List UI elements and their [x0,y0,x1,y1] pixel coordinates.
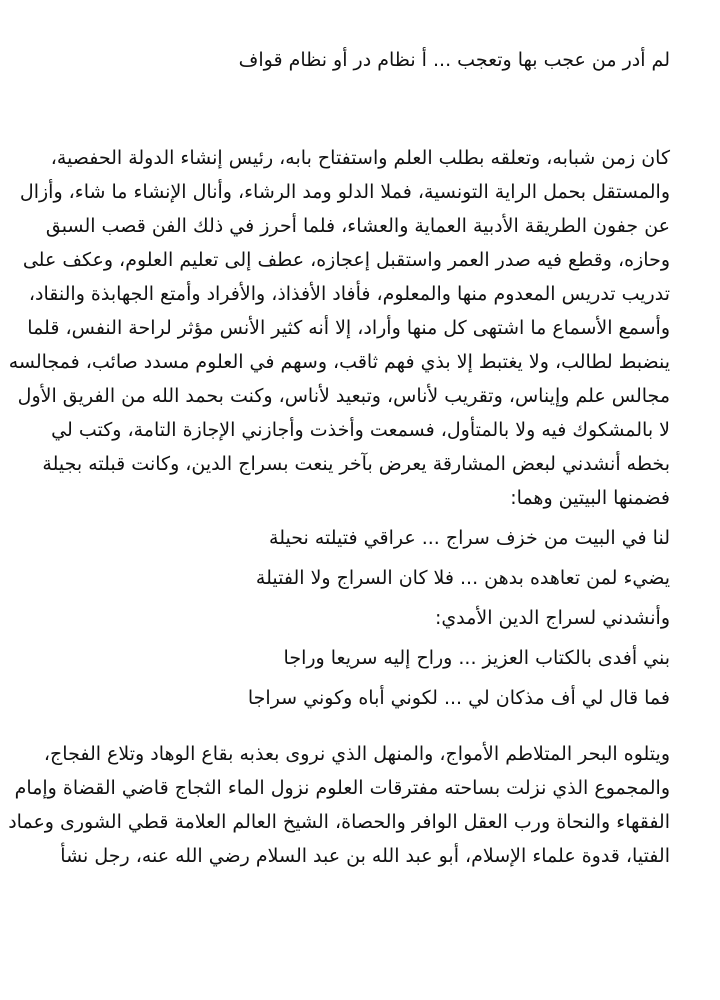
verse-line: يضيء لمن تعاهده بدهن ... فلا كان السراج ولا الفتيلة [255,567,670,589]
paragraph-1-line: وحازه، وقطع فيه صدر العمر واستقبل إعجازه، عطف إلى تعليم العلوم، وعكف على [22,249,670,271]
verse-line: فما قال لي أف مذكان لي ... لكوني أباه وكوني سراجا [247,687,670,709]
paragraph-2-last-line: الفتيا، قدوة علماء الإسلام، أبو عبد الله بن عبد السلام رضي الله عنه، رجل نشأ [60,845,670,867]
paragraph-1-line: والمستقل بحمل الراية التونسية، فملا الدلو ومد الرشاء، وأنال الإنشاء ما شاء، وأزال [19,181,670,203]
paragraph-1-last-line: فضمنها البيتين وهما: [510,487,670,509]
paragraph-1-line: عن جفون الطريقة الأدبية العماية والعشاء، فلما أحرز في ذلك الفن قصب السبق [45,215,670,237]
header-verse-line: لم أدر من عجب بها وتعجب ... أ نظام در أو نظام قواف [238,49,670,71]
verse-line: لنا في البيت من خزف سراج ... عراقي فتيلته نحيلة [269,527,670,549]
paragraph-1-line: وأسمع الأسماع ما اشتهى كل منها وأراد، إلا أنه كثير الأنس مؤثر لراحة النفس، قلما [27,317,670,339]
paragraph-1-line: ينضبط لطالب، ولا يغتبط إلا بذي فهم ثاقب، وسهم في العلوم مسدد صائب، فمجالسه [8,351,670,373]
paragraph-2-line: والمجموع الذي نزلت بساحته مفترقات العلوم نزول الماء الثجاج قاضي القضاة وإمام [14,777,670,799]
paragraph-2-line: الفقهاء والنحاة ورب العقل الوافر والحصاة، الشيخ العالم العلامة قطي الشورى وعماد [8,811,670,833]
paragraph-1-line: مجالس علم وإيناس، وتقريب لأناس، وتبعيد لأناس، وكنت بحمد الله من الفريق الأول [17,385,670,407]
paragraph-1-line: بخطه أنشدني لبعض المشارقة يعرض بآخر ينعت بسراج الدين، وكانت قبلته بجيلة [42,453,670,475]
paragraph-1-line: كان زمن شبابه، وتعلقه بطلب العلم واستفتاح بابه، رئيس إنشاء الدولة الحفصية، [50,147,670,169]
paragraph-2-line: ويتلوه البحر المتلاطم الأمواج، والمنهل الذي نروى بعذبه بقاع الوهاد وتلاع الفجاج، [43,743,670,765]
paragraph-1-line: لا بالمشكوك فيه ولا بالمتأول، فسمعت وأخذت وأجازني الإجازة التامة، وكتب لي [51,419,670,441]
verse-line: بني أفدى بالكتاب العزيز ... وراح إليه سريعا وراجا [283,647,670,669]
verse-intro-line: وأنشدني لسراج الدين الأمدي: [434,607,670,629]
paragraph-1-line: تدريب تدريس المعدوم منها والمعلوم، فأفاد الأفذاذ، والأفراد وأمتع الجهابذة والنقاد، [28,283,670,305]
